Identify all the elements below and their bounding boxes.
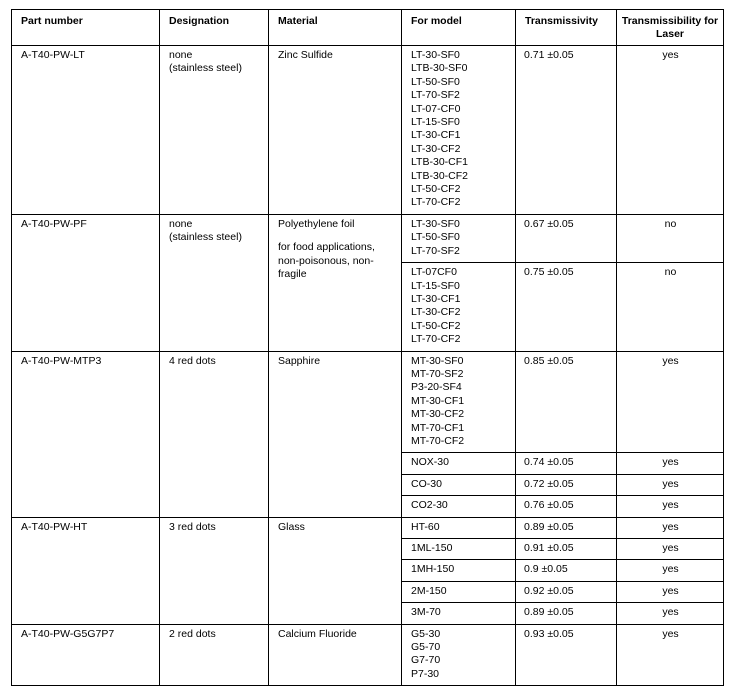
cell-transmissivity: 0.76 ±0.05 [516, 496, 617, 517]
model-line: CO-30 [411, 477, 442, 490]
cell-for-model [402, 517, 516, 538]
model-line: LT-70-SF2 [411, 89, 460, 102]
cell-for-model [402, 214, 516, 262]
cell-part-number: A-T40-PW-HT [12, 517, 160, 624]
model-line: MT-70-SF2 [411, 367, 464, 380]
table-row [12, 517, 724, 538]
model-line: MT-30-CF1 [411, 394, 465, 407]
cell-material [269, 624, 402, 686]
cell-for-model [402, 351, 516, 453]
model-line: CO2-30 [411, 499, 448, 512]
model-line: LT-70-CF2 [411, 333, 461, 346]
material-line: Glass [278, 520, 305, 533]
header-row [12, 10, 724, 46]
header-transmissivity: Transmissivity [516, 10, 617, 46]
model-line: LT-50-CF2 [411, 319, 461, 332]
cell-for-model [402, 624, 516, 686]
cell-part-number: A-T40-PW-MTP3 [12, 351, 160, 517]
cell-for-model [402, 263, 516, 351]
model-line: NOX-30 [411, 456, 449, 469]
material-line: Sapphire [278, 354, 321, 367]
cell-for-model [402, 603, 516, 624]
model-line: LT-50-SF0 [411, 231, 460, 244]
model-line: G5-30 [411, 627, 441, 640]
cell-designation [160, 214, 269, 351]
table-body [12, 46, 724, 686]
model-line: 2M-150 [411, 584, 447, 597]
cell-for-model [402, 453, 516, 474]
cell-for-model [402, 560, 516, 581]
cell-designation [160, 624, 269, 686]
cell-part-number: A-T40-PW-G5G7P7 [12, 624, 160, 686]
cell-transmissivity: 0.89 ±0.05 [516, 517, 617, 538]
model-line: MT-30-SF0 [411, 354, 464, 367]
cell-transmissivity: 0.92 ±0.05 [516, 581, 617, 602]
model-line: MT-70-CF2 [411, 434, 465, 447]
model-line: LTB-30-CF2 [411, 169, 468, 182]
model-line: LT-30-CF2 [411, 142, 461, 155]
model-line: 1ML-150 [411, 542, 453, 554]
cell-laser: yes [617, 453, 724, 474]
cell-transmissivity: 0.89 ±0.05 [516, 603, 617, 624]
cell-laser: yes [617, 581, 724, 602]
cell-laser: yes [617, 351, 724, 453]
model-line: LT-07-CF0 [411, 102, 461, 115]
material-line: for food applications, [278, 241, 375, 254]
cell-laser: yes [617, 560, 724, 581]
header-material: Material [269, 10, 402, 46]
material-line: fragile [278, 268, 307, 281]
cell-transmissivity: 0.9 ±0.05 [516, 560, 617, 581]
material-line: Zinc Sulfide [278, 49, 333, 61]
cell-laser: yes [617, 46, 724, 215]
model-line: LT-15-SF0 [411, 116, 460, 129]
cell-transmissivity: 0.85 ±0.05 [516, 351, 617, 453]
cell-material [269, 46, 402, 215]
cell-for-model [402, 46, 516, 215]
table-row [12, 351, 724, 453]
material-line: non-poisonous, non- [278, 254, 374, 267]
cell-transmissivity: 0.75 ±0.05 [516, 263, 617, 351]
cell-transmissivity: 0.91 ±0.05 [516, 539, 617, 560]
table-row [12, 46, 724, 215]
window-spec-table [11, 9, 724, 686]
cell-designation [160, 517, 269, 624]
cell-laser: yes [617, 517, 724, 538]
model-line: MT-70-CF1 [411, 421, 465, 434]
model-line: LT-70-CF2 [411, 196, 461, 209]
model-line: P3-20-SF4 [411, 381, 462, 394]
model-line: LT-70-SF2 [411, 244, 460, 257]
designation-line: (stainless steel) [169, 231, 242, 244]
cell-part-number: A-T40-PW-PF [12, 214, 160, 351]
model-line: LTB-30-CF1 [411, 156, 468, 169]
designation-line: 3 red dots [169, 520, 216, 533]
model-line: LT-30-SF0 [411, 49, 460, 61]
cell-transmissivity: 0.74 ±0.05 [516, 453, 617, 474]
model-line: 3M-70 [411, 606, 441, 619]
cell-laser: yes [617, 539, 724, 560]
cell-material [269, 214, 402, 351]
model-line: MT-30-CF2 [411, 408, 465, 421]
cell-for-model [402, 539, 516, 560]
model-line: LT-30-SF0 [411, 217, 460, 230]
model-line: LT-30-CF2 [411, 306, 461, 319]
cell-material [269, 517, 402, 624]
header-designation: Designation [160, 10, 269, 46]
cell-laser: yes [617, 496, 724, 517]
designation-line: 4 red dots [169, 354, 216, 367]
model-line: G5-70 [411, 641, 441, 654]
model-line: LTB-30-SF0 [411, 62, 468, 75]
cell-designation [160, 46, 269, 215]
header-laser: Transmissibility for Laser [617, 10, 724, 46]
material-line: Calcium Fluoride [278, 627, 357, 640]
cell-transmissivity: 0.71 ±0.05 [516, 46, 617, 215]
material-line: Polyethylene foil [278, 217, 355, 230]
cell-transmissivity: 0.67 ±0.05 [516, 214, 617, 262]
cell-laser: no [617, 263, 724, 351]
table-row [12, 214, 724, 262]
designation-line: none [169, 49, 193, 61]
designation-line: 2 red dots [169, 627, 216, 640]
model-line: HT-60 [411, 520, 440, 533]
table-row [12, 624, 724, 686]
model-line: P7-30 [411, 667, 440, 680]
cell-transmissivity: 0.93 ±0.05 [516, 624, 617, 686]
cell-transmissivity: 0.72 ±0.05 [516, 474, 617, 495]
model-line: LT-07CF0 [411, 266, 457, 279]
designation-line: none [169, 217, 193, 230]
header-part-number: Part number [12, 10, 160, 46]
cell-designation [160, 351, 269, 517]
cell-laser: yes [617, 474, 724, 495]
model-line: G7-70 [411, 654, 441, 667]
cell-laser: no [617, 214, 724, 262]
model-line: LT-50-CF2 [411, 183, 461, 196]
designation-line: (stainless steel) [169, 62, 242, 75]
cell-material [269, 351, 402, 517]
cell-for-model [402, 474, 516, 495]
model-line: LT-50-SF0 [411, 75, 460, 88]
cell-laser: yes [617, 624, 724, 686]
cell-for-model [402, 581, 516, 602]
model-line: LT-30-CF1 [411, 129, 461, 142]
cell-laser: yes [617, 603, 724, 624]
model-line: LT-15-SF0 [411, 279, 460, 292]
model-line: 1MH-150 [411, 563, 455, 576]
cell-for-model [402, 496, 516, 517]
model-line: LT-30-CF1 [411, 292, 461, 305]
cell-part-number: A-T40-PW-LT [12, 46, 160, 215]
header-for-model: For model [402, 10, 516, 46]
